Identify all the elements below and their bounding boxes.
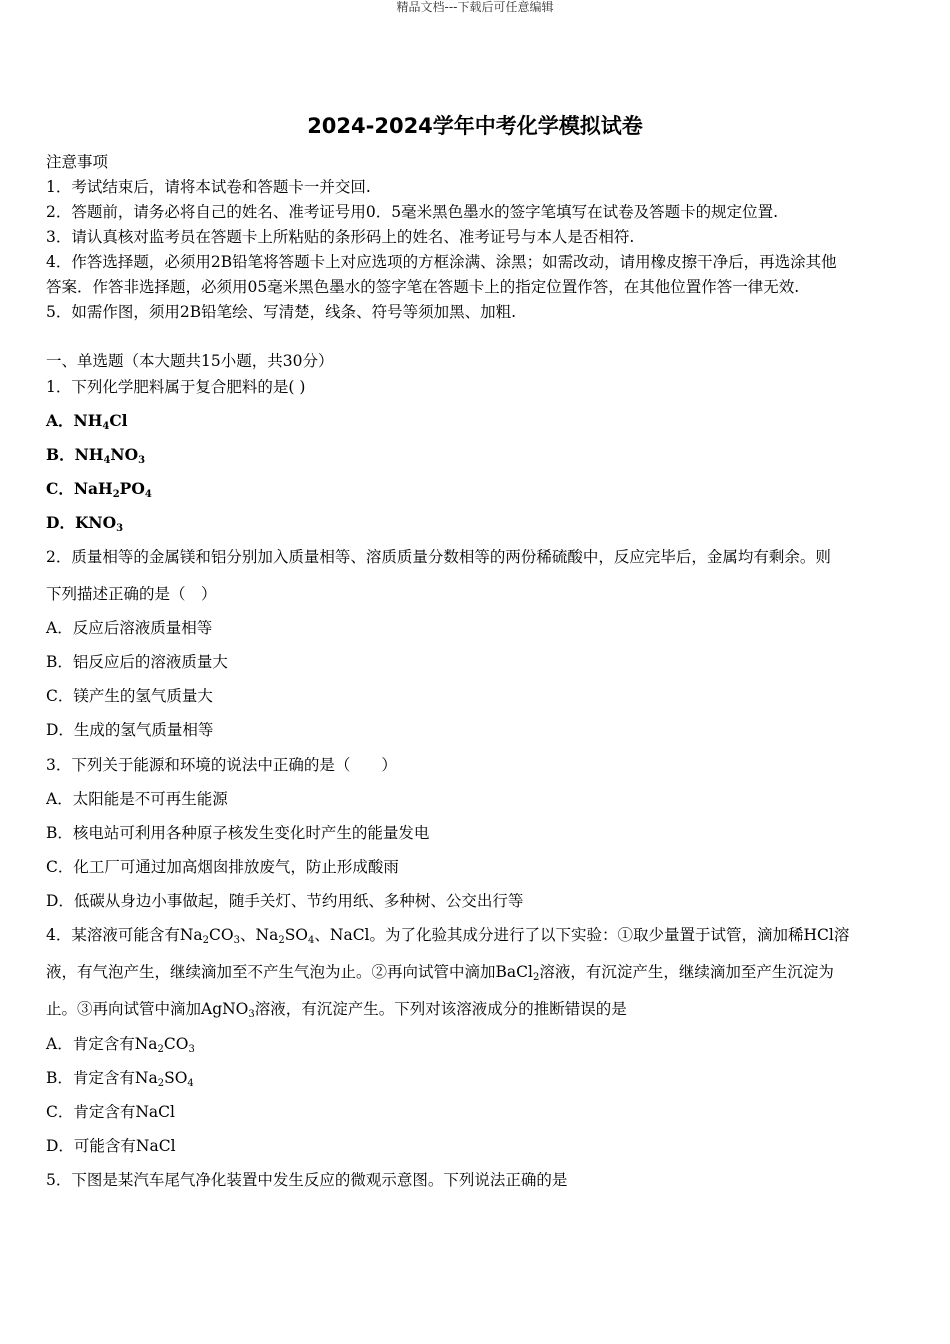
question-3-option-c: C．化工厂可通过加高烟囱排放废气，防止形成酸雨 <box>46 858 399 876</box>
question-1-stem: 1．下列化学肥料属于复合肥料的是( ) <box>46 378 306 396</box>
question-3-option-d: D．低碳从身边小事做起，随手关灯、节约用纸、多种树、公交出行等 <box>46 892 524 910</box>
question-4-stem-line: 液，有气泡产生，继续滴加至不产生气泡为止。②再向试管中滴加BaCl$_2$溶液，有沉淀产生，继续滴加至产生沉淀为 <box>46 963 834 983</box>
question-2-stem-line: 2．质量相等的金属镁和铝分别加入质量相等、溶质质量分数相等的两份稀硫酸中，反应完毕后，金属均有剩余。则 <box>46 548 831 566</box>
question-4-stem-line: 止。③再向试管中滴加AgNO$_3$溶液，有沉淀产生。下列对该溶液成分的推断错误的是 <box>46 1000 627 1020</box>
question-5-stem: 5．下图是某汽车尾气净化装置中发生反应的微观示意图。下列说法正确的是 <box>46 1171 568 1189</box>
question-4-stem-line: 4．某溶液可能含有$Na_2CO_3$、$Na_2SO_4$、NaCl。为了化验其成分进行了以下实验：①取少量置于试管，滴加稀HCl溶 <box>46 926 850 946</box>
notice-line: 答案．作答非选择题，必须用05毫米黑色墨水的签字笔在答题卡上的指定位置作答，在其他位置作答一律无效. <box>46 278 800 296</box>
question-3-option-b: B．核电站可利用各种原子核发生变化时产生的能量发电 <box>46 824 430 842</box>
page-title: 2024-2024学年中考化学模拟试卷 <box>307 114 643 138</box>
notice-heading: 注意事项 <box>46 153 109 171</box>
notice-line: 2．答题前，请务必将自己的姓名、准考证号用0．5毫米黑色墨水的签字笔填写在试卷及答题卡的规定位置. <box>46 203 779 221</box>
question-4-option-a: A．肯定含有$Na_2CO_3$ <box>46 1035 195 1055</box>
question-1-option-b: B．$NH_4NO_3$ <box>46 445 146 466</box>
question-1-option-a: A．$NH_4Cl$ <box>46 411 128 432</box>
question-4-option-d: D．可能含有NaCl <box>46 1137 176 1155</box>
notice-line: 1．考试结束后，请将本试卷和答题卡一并交回. <box>46 178 371 196</box>
notice-line: 5．如需作图，须用2B铅笔绘、写清楚，线条、符号等须加黑、加粗. <box>46 303 517 321</box>
notice-line: 3．请认真核对监考员在答题卡上所粘贴的条形码上的姓名、准考证号与本人是否相符. <box>46 228 635 246</box>
question-2-option-a: A．反应后溶液质量相等 <box>46 619 213 637</box>
question-2-stem-line: 下列描述正确的是（ ） <box>46 585 217 603</box>
header-note: 精品文档---下载后可任意编辑 <box>396 0 554 14</box>
question-3-option-a: A．太阳能是不可再生能源 <box>46 790 228 808</box>
question-3-stem: 3．下列关于能源和环境的说法中正确的是（ ） <box>46 756 397 774</box>
question-1-option-d: D．$KNO_3$ <box>46 513 124 534</box>
question-2-option-c: C．镁产生的氢气质量大 <box>46 687 213 705</box>
question-4-option-c: C．肯定含有NaCl <box>46 1103 175 1121</box>
notice-line: 4．作答选择题，必须用2B铅笔将答题卡上对应选项的方框涂满、涂黑；如需改动，请用橡皮擦干净后，再选涂其他 <box>46 253 837 271</box>
question-1-option-c: C．$NaH_2PO_4$ <box>46 479 152 500</box>
question-2-option-b: B．铝反应后的溶液质量大 <box>46 653 228 671</box>
question-4-option-b: B．肯定含有$Na_2SO_4$ <box>46 1069 194 1089</box>
section-heading: 一、单选题（本大题共15小题，共30分） <box>46 352 334 370</box>
question-2-option-d: D．生成的氢气质量相等 <box>46 721 214 739</box>
